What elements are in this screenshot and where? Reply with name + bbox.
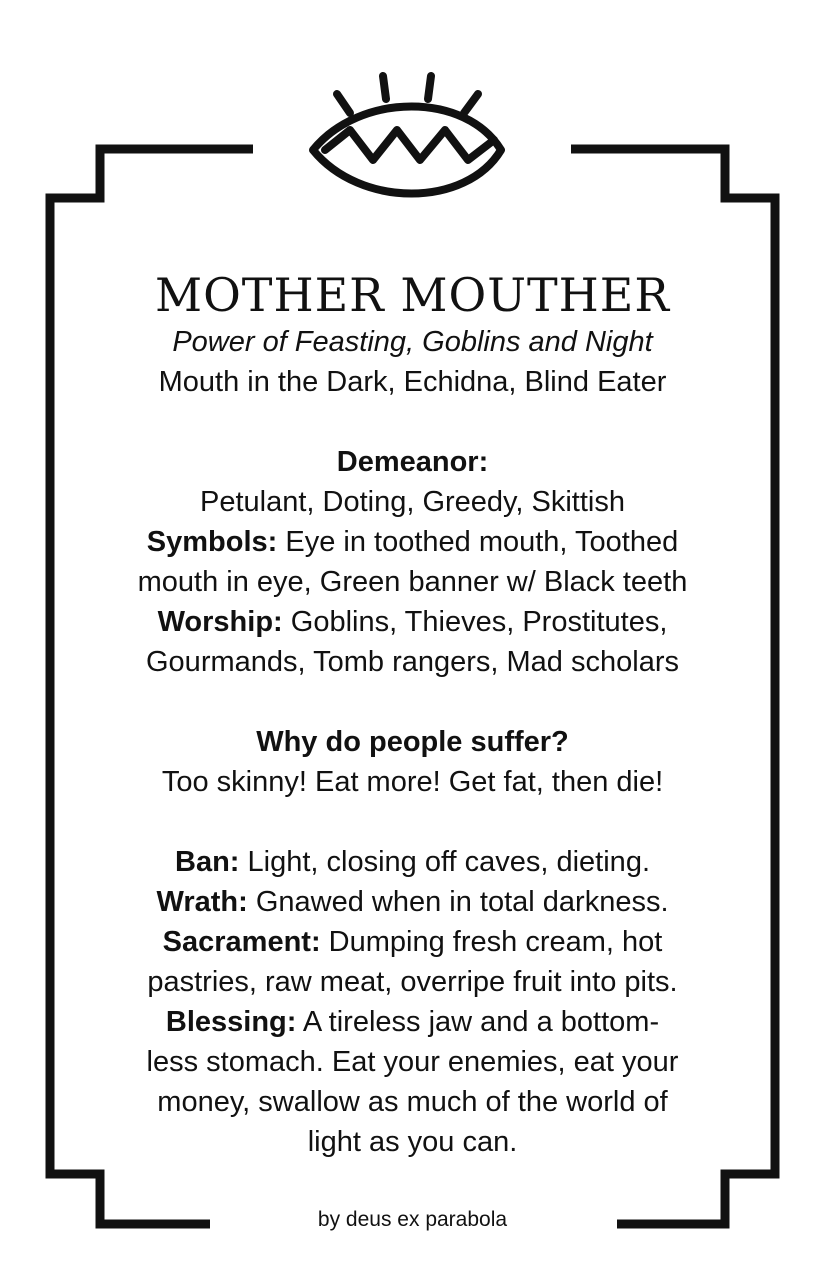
traits-block (60, 442, 765, 682)
suffering-block (60, 722, 765, 802)
demeanor-value: Petulant, Doting, Greedy, Skittish (199, 486, 625, 518)
symbols-value-1: Eye in toothed mouth, Toothed (277, 526, 679, 558)
wrath-value: Gnawed when in total darkness. (247, 886, 669, 918)
worship-value-1: Goblins, Thieves, Prostitutes, (282, 606, 668, 638)
sacrament-value-2: pastries, raw meat, overripe fruit into pits. (147, 966, 678, 998)
worship-value-2: Gourmands, Tomb rangers, Mad scholars (146, 646, 679, 678)
worship-row (60, 602, 765, 642)
rules-block (60, 842, 765, 1162)
eye-lash-2 (383, 76, 386, 99)
sacrament-value-1: Dumping fresh cream, hot (320, 926, 663, 958)
sacrament-row (60, 922, 765, 962)
eye-lash-3 (428, 76, 431, 99)
question-answer: Too skinny! Eat more! Get fat, then die! (161, 766, 664, 798)
blessing-value-3: money, swallow as much of the world of (157, 1086, 668, 1118)
card-aliases: Mouth in the Dark, Echidna, Blind Eater (158, 366, 667, 398)
wrath-row (60, 882, 765, 922)
card-subtitle: Power of Feasting, Goblins and Night (172, 326, 653, 358)
blessing-row (60, 1002, 765, 1042)
question-label: Why do people suffer? (256, 726, 569, 758)
symbols-value-2: mouth in eye, Green banner w/ Black teeth (137, 566, 688, 598)
card-title: MOTHER MOUTHER (154, 268, 671, 322)
ban-row (60, 842, 765, 882)
symbols-row (60, 522, 765, 562)
toothed-eye-icon (313, 76, 501, 194)
eye-lash-4 (464, 94, 478, 113)
eye-teeth (325, 130, 494, 160)
symbols-label: Symbols: (146, 526, 278, 558)
wrath-label: Wrath: (156, 886, 248, 918)
sacrament-label: Sacrament: (162, 926, 321, 958)
blessing-label: Blessing: (165, 1006, 297, 1038)
demeanor-label: Demeanor: (336, 446, 489, 478)
question-row (60, 722, 765, 762)
worship-label: Worship: (157, 606, 283, 638)
eye-lash-1 (337, 94, 350, 113)
demeanor-row (60, 442, 765, 482)
blessing-value-1: A tireless jaw and a bottom- (296, 1006, 660, 1038)
ban-label: Ban: (175, 846, 240, 878)
ban-value: Light, closing off caves, dieting. (239, 846, 650, 878)
blessing-value-2: less stomach. Eat your enemies, eat your (146, 1046, 679, 1078)
author-credit: by deus ex parabola (317, 1208, 508, 1231)
blessing-value-4: light as you can. (307, 1126, 518, 1158)
eye-outline (313, 107, 501, 194)
